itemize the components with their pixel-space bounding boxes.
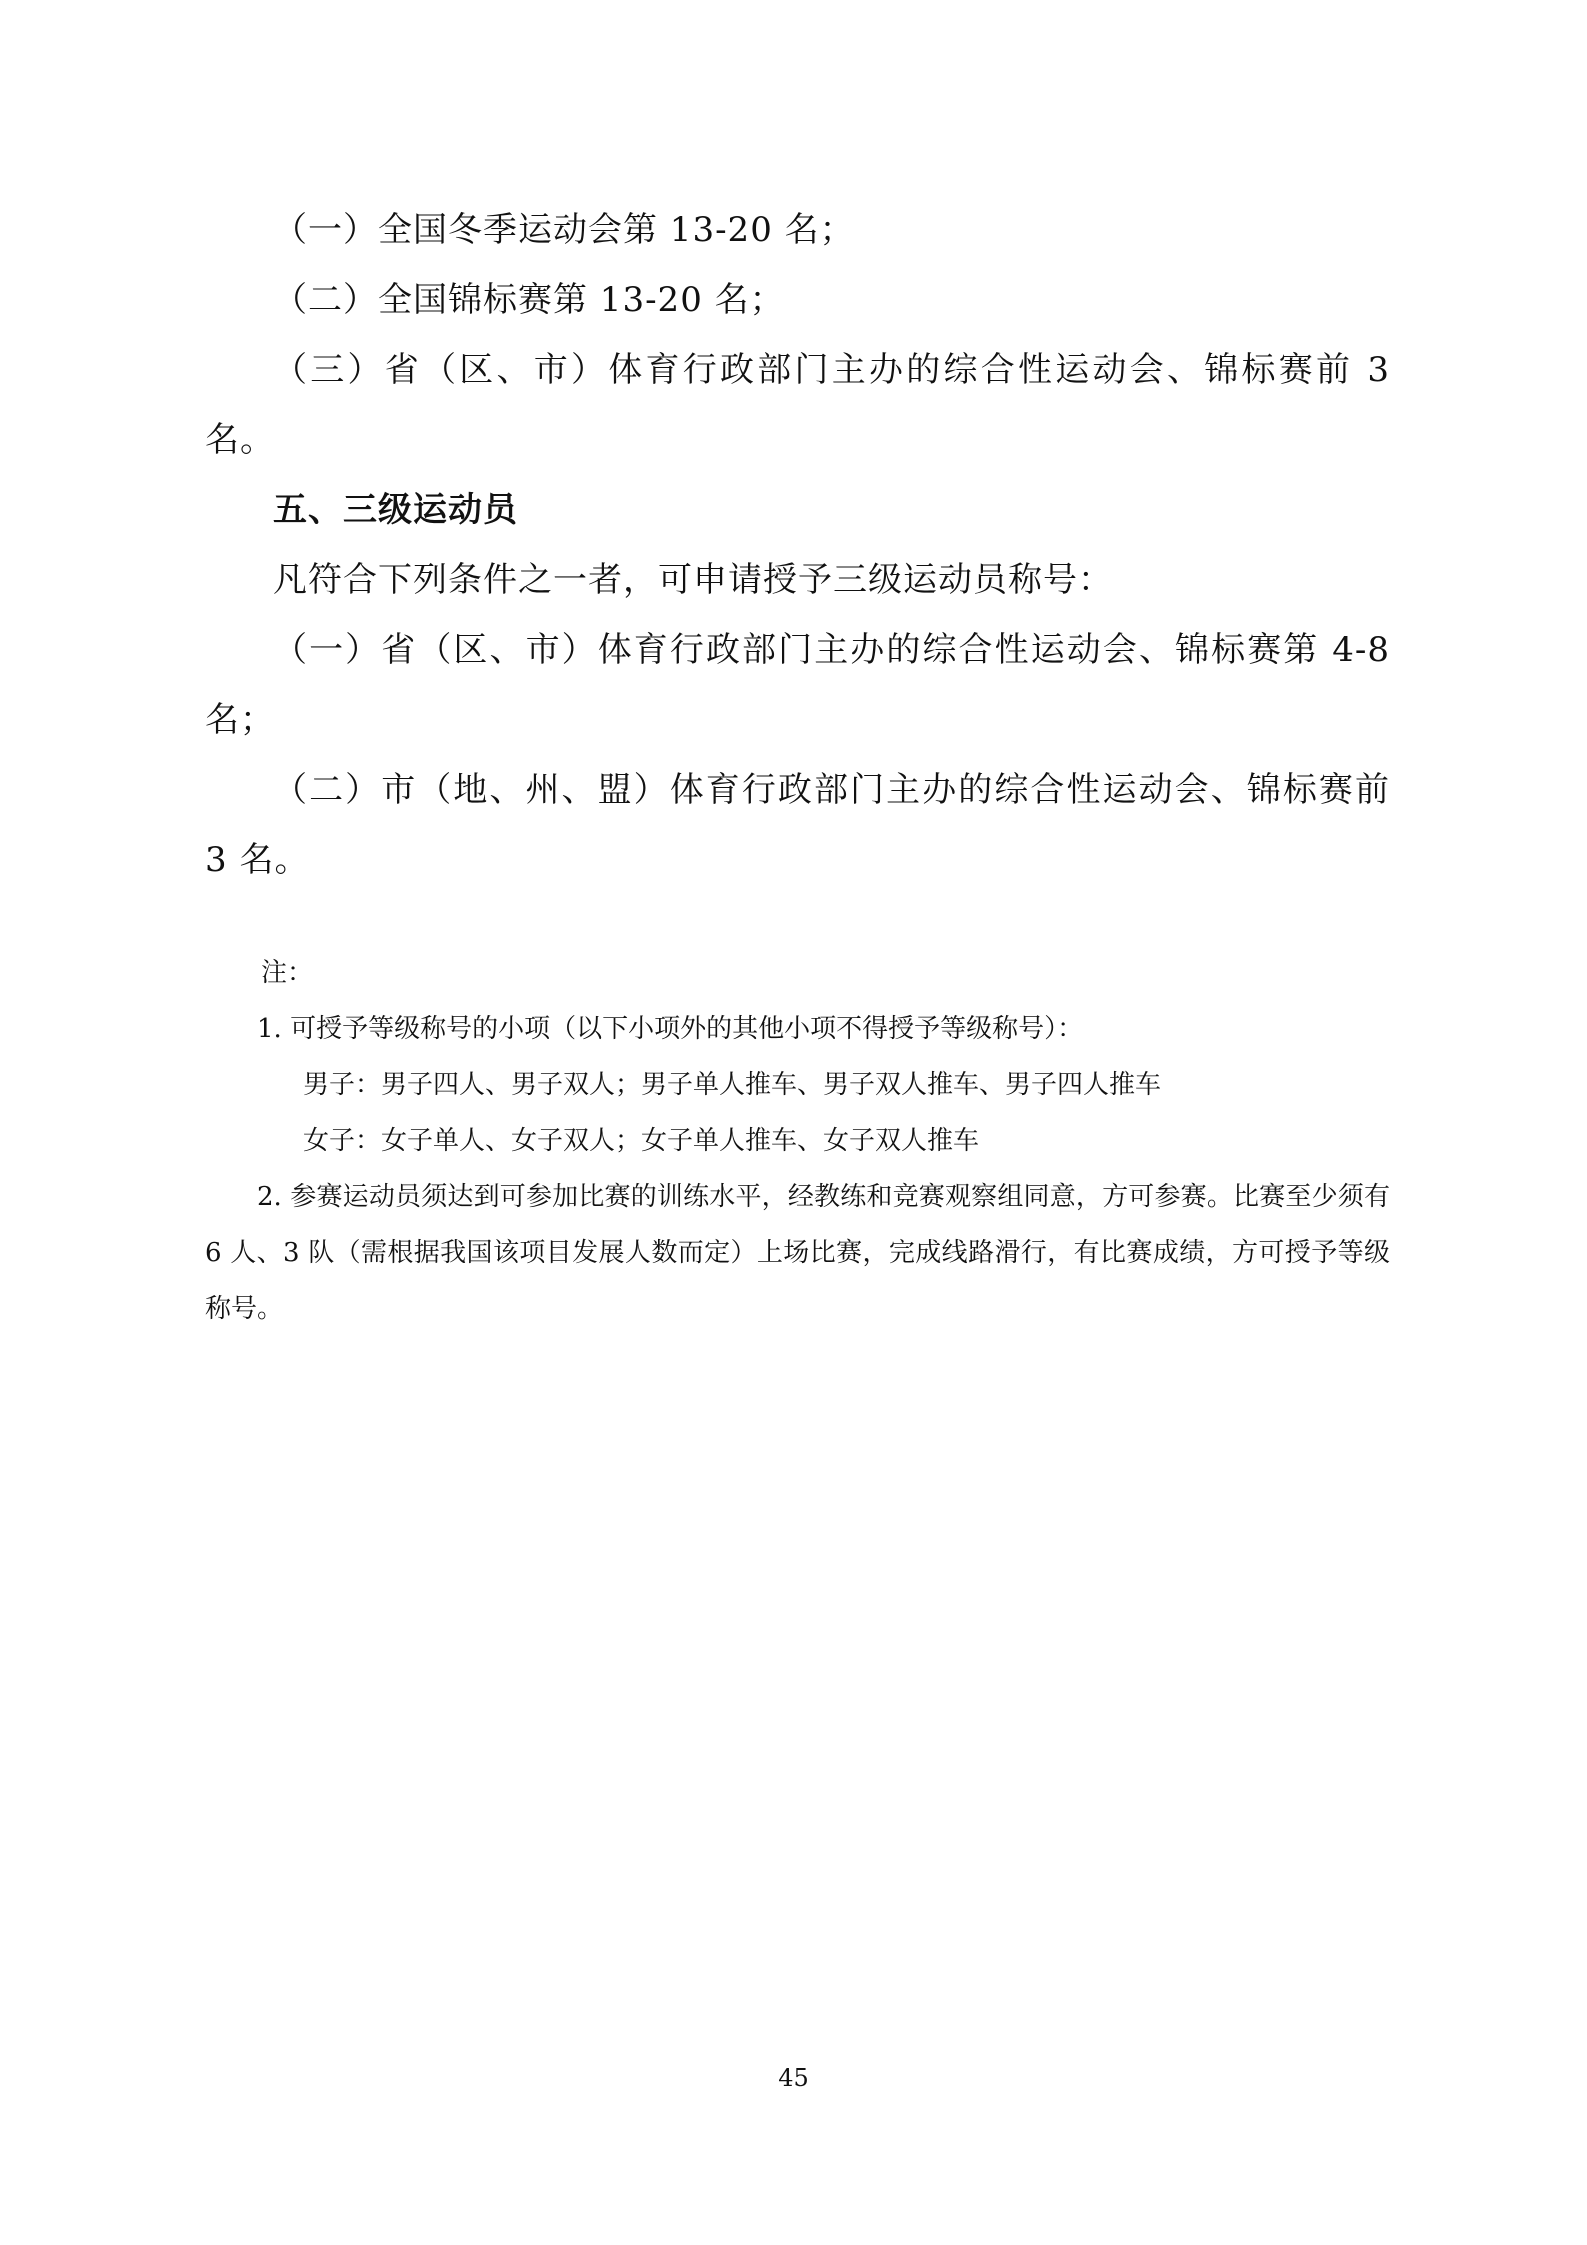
notes-title: 注：: [261, 958, 314, 988]
note-subitem-men: 男子：男子四人、男子双人；男子单人推车、男子双人推车、男子四人推车: [303, 1070, 1162, 1100]
section-heading: 五、三级运动员: [273, 490, 518, 530]
criterion-item: （一）省（区、市）体育行政部门主办的综合性运动会、锦标赛第 4-8 名；: [205, 630, 1390, 740]
criterion-item: （三）省（区、市）体育行政部门主办的综合性运动会、锦标赛前 3 名。: [205, 350, 1390, 460]
criterion-item: （二）全国锦标赛第 13-20 名；: [273, 280, 785, 320]
criterion-item: （一）全国冬季运动会第 13-20 名；: [273, 210, 855, 250]
section-intro: 凡符合下列条件之一者，可申请授予三级运动员称号：: [273, 560, 1113, 600]
note-item: 2. 参赛运动员须达到可参加比赛的训练水平，经教练和竞赛观察组同意，方可参赛。比赛至少须有 6 人、3 队（需根据我国该项目发展人数而定）上场比赛，完成线路滑行，有比赛成绩，方可授予等级称号。: [205, 1182, 1390, 1324]
note-subitem-women: 女子：女子单人、女子双人；女子单人推车、女子双人推车: [303, 1126, 980, 1156]
page-number: 45: [778, 2064, 809, 2092]
note-item: 1. 可授予等级称号的小项（以下小项外的其他小项不得授予等级称号）：: [257, 1014, 1084, 1044]
criterion-item: （二）市（地、州、盟）体育行政部门主办的综合性运动会、锦标赛前 3 名。: [205, 770, 1390, 880]
notes-block: [205, 945, 1390, 1337]
main-text: [205, 195, 1390, 895]
